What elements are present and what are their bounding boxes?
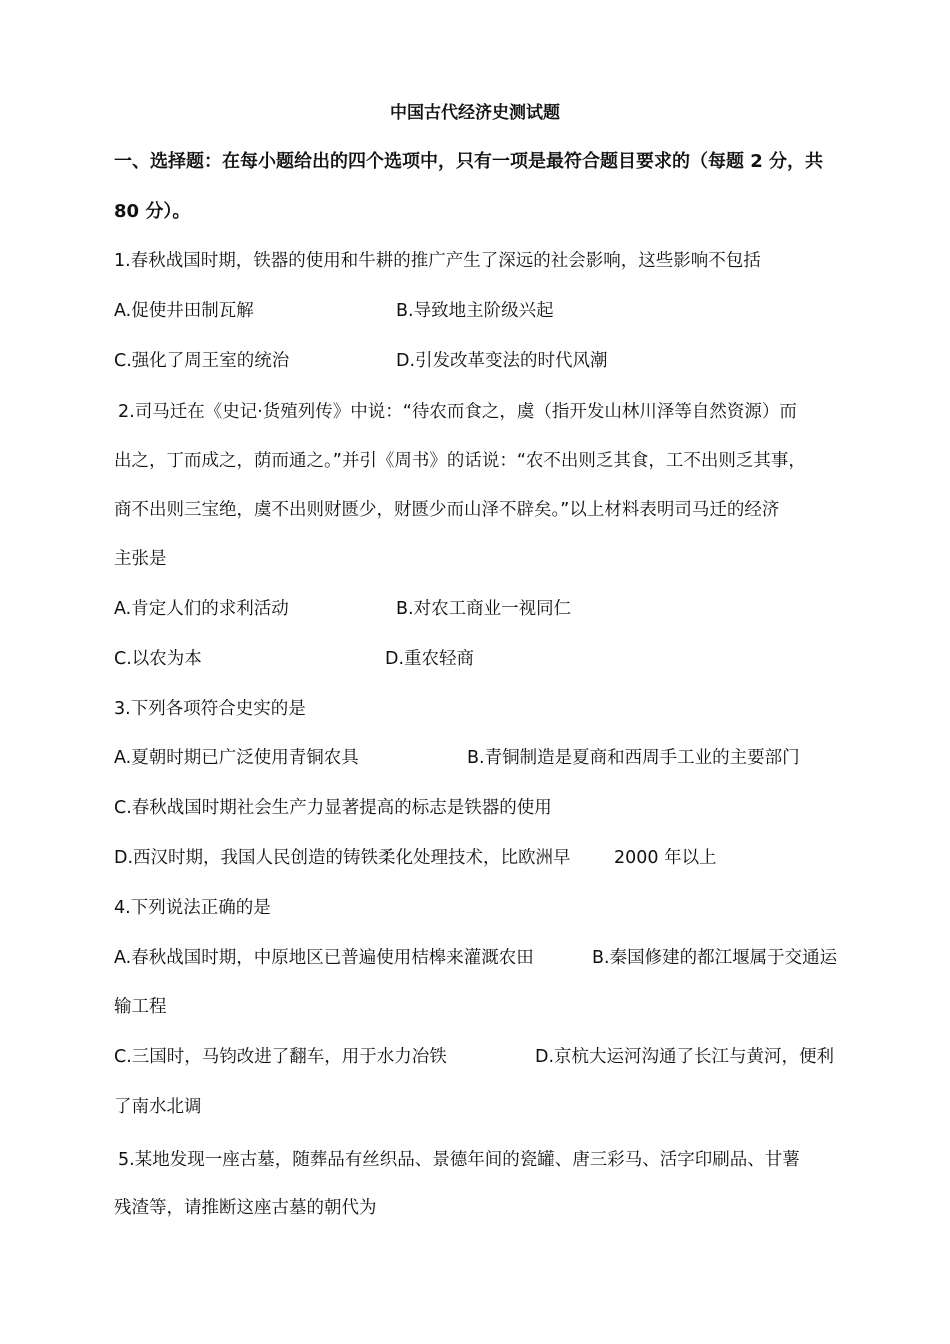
question-2-option-d: D.重农轻商 bbox=[385, 649, 475, 669]
question-4-option-b-continued: 输工程 bbox=[114, 997, 167, 1017]
question-4-option-d-continued: 了南水北调 bbox=[114, 1097, 202, 1117]
question-5-stem-line-2: 残渣等，请推断这座古墓的朝代为 bbox=[114, 1198, 377, 1218]
question-3-stem: 3.下列各项符合史实的是 bbox=[114, 699, 306, 719]
question-2-option-b: B.对农工商业一视同仁 bbox=[396, 599, 572, 619]
document-title: 中国古代经济史测试题 bbox=[390, 103, 560, 123]
question-2-option-a: A.肯定人们的求利活动 bbox=[114, 599, 289, 619]
section-heading-line-1: 一、选择题：在每小题给出的四个选项中，只有一项是最符合题目要求的（每题 2 分，共 bbox=[114, 151, 824, 172]
question-2-option-c: C.以农为本 bbox=[114, 649, 202, 669]
question-4-option-c: C.三国时，马钧改进了翻车，用于水力冶铁 bbox=[114, 1047, 447, 1067]
question-3-option-c: C.春秋战国时期社会生产力显著提高的标志是铁器的使用 bbox=[114, 798, 552, 818]
question-1-option-a: A.促使井田制瓦解 bbox=[114, 301, 254, 321]
question-3-option-d-tail: 2000 年以上 bbox=[614, 848, 717, 868]
question-3-option-b: B.青铜制造是夏商和西周手工业的主要部门 bbox=[467, 748, 800, 768]
question-3-option-a: A.夏朝时期已广泛使用青铜农具 bbox=[114, 748, 359, 768]
question-2-stem-line-1: 2.司马迁在《史记·货殖列传》中说：“待农而食之，虞（指开发山林川泽等自然资源）而 bbox=[118, 402, 797, 422]
question-4-stem: 4.下列说法正确的是 bbox=[114, 898, 271, 918]
question-4-option-b: B.秦国修建的都江堰属于交通运 bbox=[592, 948, 838, 968]
question-2-stem-line-4: 主张是 bbox=[114, 549, 167, 569]
question-3-option-d: D.西汉时期，我国人民创造的铸铁柔化处理技术，比欧洲早 bbox=[114, 848, 571, 868]
question-1-option-d: D.引发改革变法的时代风潮 bbox=[396, 351, 608, 371]
section-heading-line-2: 80 分）。 bbox=[114, 201, 191, 222]
question-4-option-a: A.春秋战国时期，中原地区已普遍使用桔槔来灌溉农田 bbox=[114, 948, 534, 968]
question-5-stem-line-1: 5.某地发现一座古墓，随葬品有丝织品、景德年间的瓷罐、唐三彩马、活字印刷品、甘薯 bbox=[118, 1150, 800, 1170]
question-1-option-c: C.强化了周王室的统治 bbox=[114, 351, 290, 371]
question-2-stem-line-2: 出之，丁而成之，荫而通之。”并引《周书》的话说：“农不出则乏其食，工不出则乏其事， bbox=[114, 451, 806, 471]
question-1-option-b: B.导致地主阶级兴起 bbox=[396, 301, 554, 321]
question-2-stem-line-3: 商不出则三宝绝，虞不出则财匮少，财匮少而山泽不辟矣。”以上材料表明司马迁的经济 bbox=[114, 500, 780, 520]
question-1-stem: 1.春秋战国时期，铁器的使用和牛耕的推广产生了深远的社会影响，这些影响不包括 bbox=[114, 251, 761, 271]
question-4-option-d: D.京杭大运河沟通了长江与黄河，便利 bbox=[535, 1047, 835, 1067]
